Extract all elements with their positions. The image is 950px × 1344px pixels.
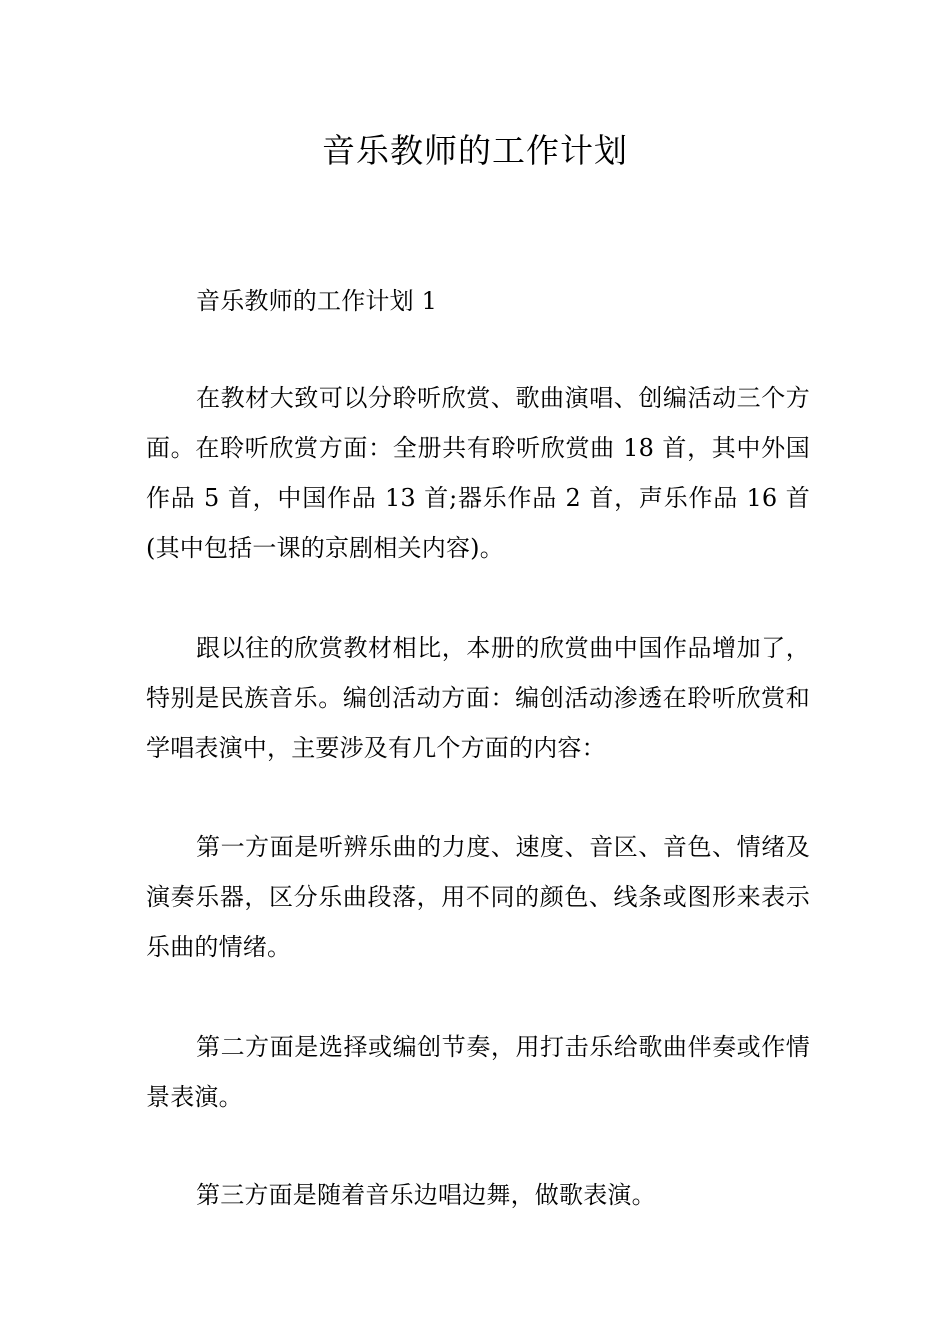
paragraph-textbook-overview: 在教材大致可以分聆听欣赏、歌曲演唱、创编活动三个方面。在聆听欣赏方面：全册共有聆听欣赏曲 18 首，其中外国作品 5 首，中国作品 13 首;器乐作品 2 首，声乐作品 16 首(其中包括一课的京剧相关内容)。	[146, 384, 810, 562]
paragraph-aspect-two: 第二方面是选择或编创节奏，用打击乐给歌曲伴奏或作情景表演。	[146, 1033, 810, 1111]
paragraph-creative-activities: 跟以往的欣赏教材相比，本册的欣赏曲中国作品增加了，特别是民族音乐。编创活动方面：编创活动渗透在聆听欣赏和学唱表演中，主要涉及有几个方面的内容：	[146, 634, 810, 762]
section-heading: 音乐教师的工作计划 1	[196, 287, 438, 315]
paragraph-aspect-three: 第三方面是随着音乐边唱边舞，做歌表演。	[196, 1181, 656, 1209]
paragraph-aspect-one: 第一方面是听辨乐曲的力度、速度、音区、音色、情绪及演奏乐器，区分乐曲段落，用不同的颜色、线条或图形来表示乐曲的情绪。	[146, 833, 810, 961]
document-title: 音乐教师的工作计划	[322, 131, 628, 170]
